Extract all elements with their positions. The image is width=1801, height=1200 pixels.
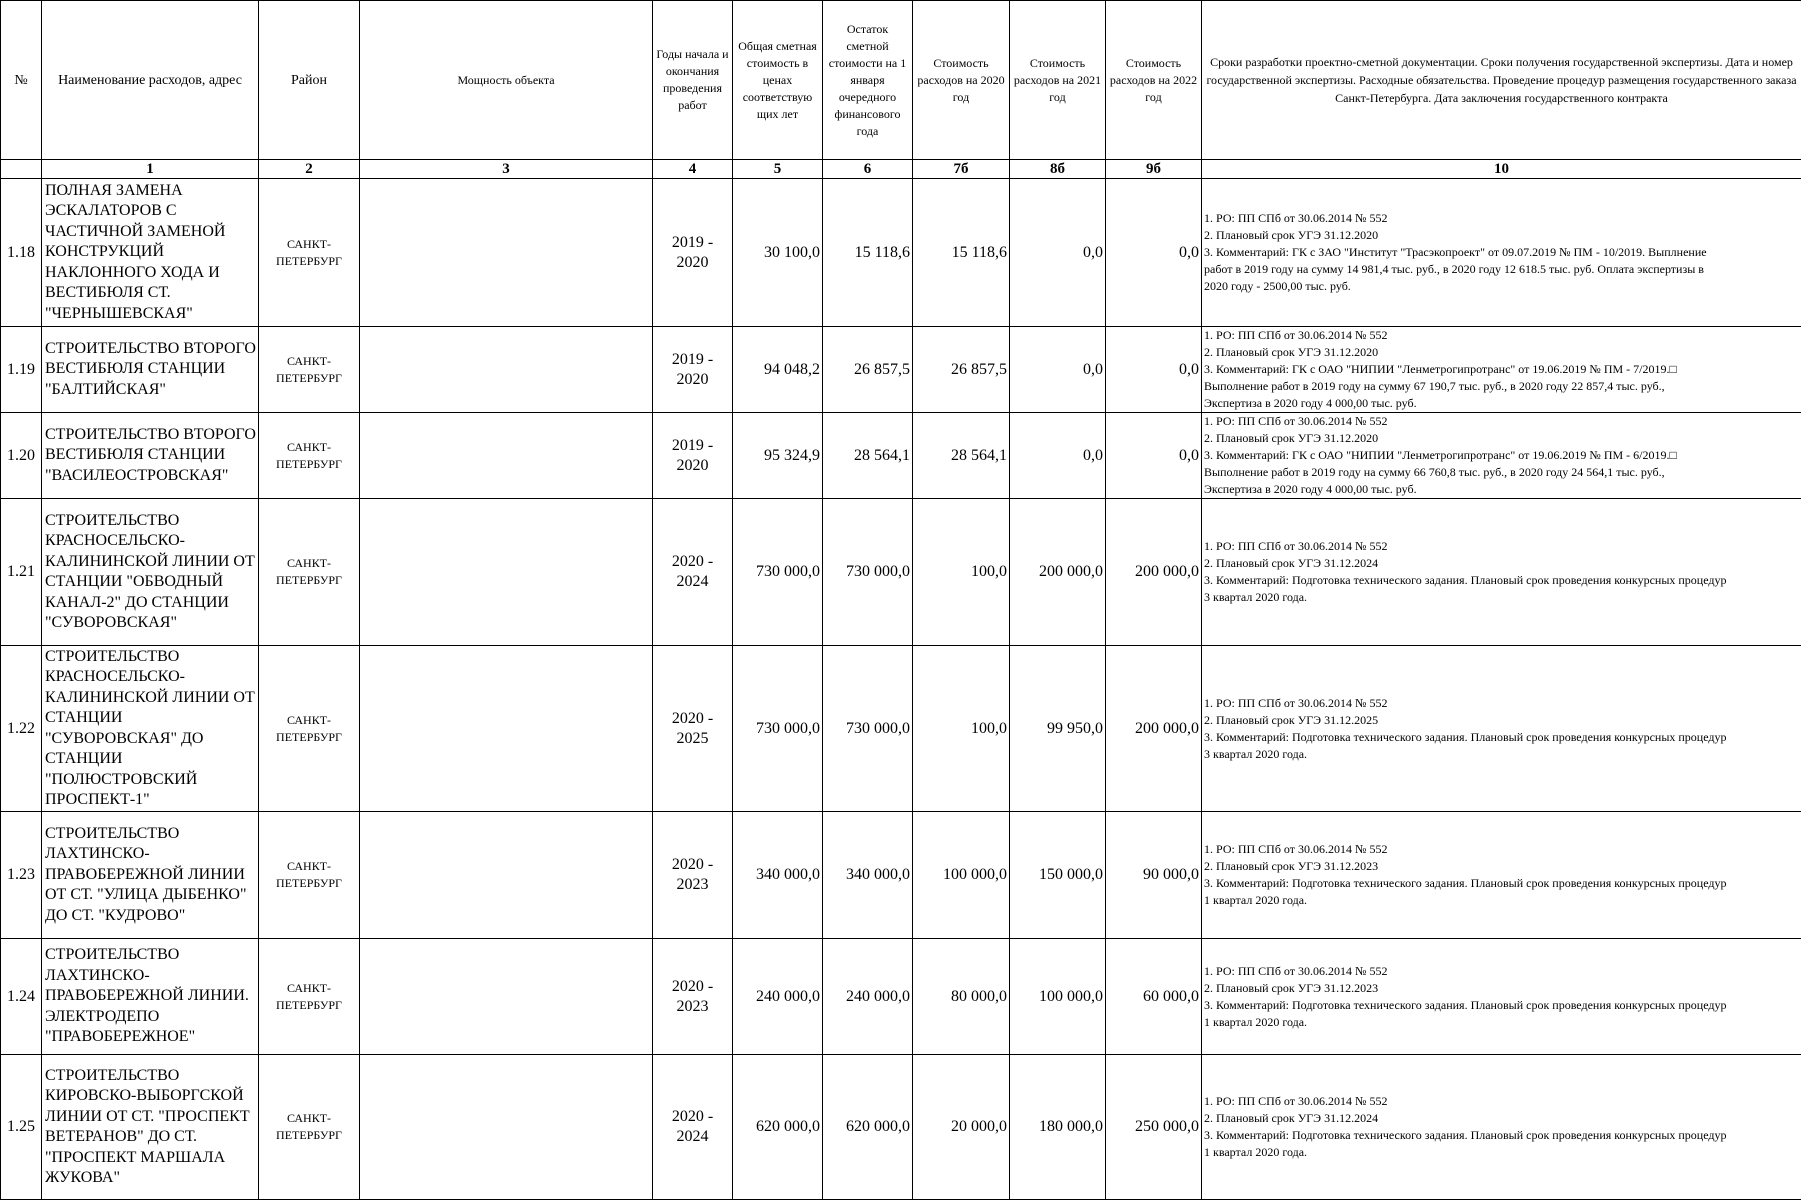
cost-2022: 250 000,0: [1106, 1055, 1202, 1200]
district: САНКТ-ПЕТЕРБУРГ: [259, 179, 360, 327]
column-number: 6: [823, 160, 913, 179]
note-line: 2. Плановый срок УГЭ 31.12.2024: [1204, 555, 1799, 572]
expense-name: СТРОИТЕЛЬСТВО ВТОРОГО ВЕСТИБЮЛЯ СТАНЦИИ "БАЛТИЙСКАЯ": [42, 327, 259, 413]
total-cost: 240 000,0: [733, 939, 823, 1055]
note-line: Выполнение работ в 2019 году на сумму 67 190,7 тыс. руб., в 2020 году 22 857,4 тыс. руб.,: [1204, 378, 1799, 395]
district: САНКТ-ПЕТЕРБУРГ: [259, 499, 360, 646]
terms-notes: [1202, 413, 1801, 499]
district: САНКТ-ПЕТЕРБУРГ: [259, 413, 360, 499]
column-number: 1: [42, 160, 259, 179]
note-line: 1. РО: ПП СПб от 30.06.2014 № 552: [1204, 327, 1799, 344]
column-number: 5: [733, 160, 823, 179]
row-number: 1.22: [1, 646, 42, 812]
header-remain: Остаток сметной стоимости на 1 января очередного финансового года: [823, 1, 913, 160]
expense-name: СТРОИТЕЛЬСТВО ЛАХТИНСКО-ПРАВОБЕРЕЖНОЙ ЛИНИИ. ЭЛЕКТРОДЕПО "ПРАВОБЕРЕЖНОЕ": [42, 939, 259, 1055]
district: САНКТ-ПЕТЕРБУРГ: [259, 939, 360, 1055]
work-years: 2019 - 2020: [653, 413, 733, 499]
cost-2020: 100 000,0: [913, 812, 1010, 939]
note-line: 2. Плановый срок УГЭ 31.12.2020: [1204, 344, 1799, 361]
note-line: 1 квартал 2020 года.: [1204, 1014, 1799, 1031]
cost-2020: 15 118,6: [913, 179, 1010, 327]
row-number: 1.21: [1, 499, 42, 646]
note-line: 2. Плановый срок УГЭ 31.12.2024: [1204, 1110, 1799, 1127]
total-cost: 730 000,0: [733, 646, 823, 812]
cost-2021: 200 000,0: [1010, 499, 1106, 646]
table-row: [1, 179, 1801, 327]
terms-notes: [1202, 179, 1801, 327]
note-line: 3. Комментарий: Подготовка технического задания. Плановый срок проведения конкурсных процедур: [1204, 572, 1799, 589]
cost-2022: 0,0: [1106, 179, 1202, 327]
cost-2020: 26 857,5: [913, 327, 1010, 413]
terms-notes: [1202, 327, 1801, 413]
table-row: [1, 646, 1801, 812]
header-cost-2022: Стоимость расходов на 2022 год: [1106, 1, 1202, 160]
table-row: [1, 939, 1801, 1055]
total-cost: 95 324,9: [733, 413, 823, 499]
note-line: работ в 2019 году на сумму 14 981,4 тыс. руб., в 2020 году 12 618.5 тыс. руб. Оплата экспертизы в: [1204, 261, 1799, 278]
column-number: 2: [259, 160, 360, 179]
row-number: 1.18: [1, 179, 42, 327]
cost-2021: 180 000,0: [1010, 1055, 1106, 1200]
cost-2021: 0,0: [1010, 413, 1106, 499]
work-years: 2019 - 2020: [653, 327, 733, 413]
note-line: 1. РО: ПП СПб от 30.06.2014 № 552: [1204, 963, 1799, 980]
district: САНКТ-ПЕТЕРБУРГ: [259, 646, 360, 812]
capacity: [360, 413, 653, 499]
cost-2022: 60 000,0: [1106, 939, 1202, 1055]
cost-2021: 0,0: [1010, 179, 1106, 327]
remaining-cost: 15 118,6: [823, 179, 913, 327]
column-number: 4: [653, 160, 733, 179]
table-body: [1, 179, 1801, 1200]
capacity: [360, 1055, 653, 1200]
expense-name: СТРОИТЕЛЬСТВО ЛАХТИНСКО-ПРАВОБЕРЕЖНОЙ ЛИНИИ ОТ СТ. "УЛИЦА ДЫБЕНКО" ДО СТ. "КУДРОВО": [42, 812, 259, 939]
total-cost: 94 048,2: [733, 327, 823, 413]
table-row: [1, 1055, 1801, 1200]
terms-notes: [1202, 812, 1801, 939]
header-total: Общая сметная стоимость в ценах соответствую щих лет: [733, 1, 823, 160]
work-years: 2020 - 2025: [653, 646, 733, 812]
remaining-cost: 730 000,0: [823, 646, 913, 812]
remaining-cost: 730 000,0: [823, 499, 913, 646]
table-row: [1, 812, 1801, 939]
work-years: 2020 - 2024: [653, 1055, 733, 1200]
cost-2022: 90 000,0: [1106, 812, 1202, 939]
row-number: 1.19: [1, 327, 42, 413]
header-terms: Сроки разработки проектно-сметной документации. Сроки получения государственной экспертизы. Дата и номер государственной экспертизы. Расходные обязательства. Проведение процедур размещения государственного заказа Санкт-Петербурга. Дата заключения государственного контракта: [1202, 1, 1801, 160]
cost-2022: 200 000,0: [1106, 499, 1202, 646]
table-row: [1, 413, 1801, 499]
remaining-cost: 28 564,1: [823, 413, 913, 499]
note-line: 2020 году - 2500,00 тыс. руб.: [1204, 278, 1799, 295]
header-years: Годы начала и окончания проведения работ: [653, 1, 733, 160]
note-line: 2. Плановый срок УГЭ 31.12.2025: [1204, 712, 1799, 729]
capacity: [360, 327, 653, 413]
cost-2021: 150 000,0: [1010, 812, 1106, 939]
note-line: 1. РО: ПП СПб от 30.06.2014 № 552: [1204, 413, 1799, 430]
note-line: 3. Комментарий: ГК с ОАО "НИПИИ "Ленметрогипротранс" от 19.06.2019 № ПМ - 6/2019.□: [1204, 447, 1799, 464]
note-line: 1. РО: ПП СПб от 30.06.2014 № 552: [1204, 538, 1799, 555]
work-years: 2020 - 2023: [653, 812, 733, 939]
table-row: [1, 499, 1801, 646]
note-line: 1. РО: ПП СПб от 30.06.2014 № 552: [1204, 695, 1799, 712]
header-cost-2020: Стоимость расходов на 2020 год: [913, 1, 1010, 160]
note-line: 3 квартал 2020 года.: [1204, 746, 1799, 763]
note-line: 2. Плановый срок УГЭ 31.12.2023: [1204, 980, 1799, 997]
column-number: 8б: [1010, 160, 1106, 179]
row-number: 1.20: [1, 413, 42, 499]
cost-2020: 100,0: [913, 499, 1010, 646]
table-row: [1, 327, 1801, 413]
note-line: 3. Комментарий: Подготовка технического задания. Плановый срок проведения конкурсных процедур: [1204, 875, 1799, 892]
header-capacity: Мощность объекта: [360, 1, 653, 160]
terms-notes: [1202, 1055, 1801, 1200]
note-line: 3. Комментарий: ГК с ОАО "НИПИИ "Ленметрогипротранс" от 19.06.2019 № ПМ - 7/2019.□: [1204, 361, 1799, 378]
header-district: Район: [259, 1, 360, 160]
cost-2022: 0,0: [1106, 413, 1202, 499]
note-line: 2. Плановый срок УГЭ 31.12.2020: [1204, 430, 1799, 447]
header-name: Наименование расходов, адрес: [42, 1, 259, 160]
row-number: 1.24: [1, 939, 42, 1055]
remaining-cost: 240 000,0: [823, 939, 913, 1055]
expense-name: СТРОИТЕЛЬСТВО КРАСНОСЕЛЬСКО-КАЛИНИНСКОЙ ЛИНИИ ОТ СТАНЦИИ "СУВОРОВСКАЯ" ДО СТАНЦИИ "ПОЛЮСТРОВСКИЙ ПРОСПЕКТ-1": [42, 646, 259, 812]
note-line: 1 квартал 2020 года.: [1204, 1144, 1799, 1161]
cost-2020: 80 000,0: [913, 939, 1010, 1055]
row-number: 1.23: [1, 812, 42, 939]
column-number: [1, 160, 42, 179]
column-number-row: [1, 160, 1801, 179]
header-no: №: [1, 1, 42, 160]
expense-name: СТРОИТЕЛЬСТВО КРАСНОСЕЛЬСКО-КАЛИНИНСКОЙ ЛИНИИ ОТ СТАНЦИИ "ОБВОДНЫЙ КАНАЛ-2" ДО СТАНЦИИ "СУВОРОВСКАЯ": [42, 499, 259, 646]
cost-2021: 0,0: [1010, 327, 1106, 413]
header-row: [1, 1, 1801, 160]
note-line: 1. РО: ПП СПб от 30.06.2014 № 552: [1204, 841, 1799, 858]
cost-2021: 99 950,0: [1010, 646, 1106, 812]
note-line: 1. РО: ПП СПб от 30.06.2014 № 552: [1204, 1093, 1799, 1110]
note-line: 3. Комментарий: Подготовка технического задания. Плановый срок проведения конкурсных процедур: [1204, 997, 1799, 1014]
note-line: 1 квартал 2020 года.: [1204, 892, 1799, 909]
expense-name: СТРОИТЕЛЬСТВО ВТОРОГО ВЕСТИБЮЛЯ СТАНЦИИ "ВАСИЛЕОСТРОВСКАЯ": [42, 413, 259, 499]
capacity: [360, 812, 653, 939]
note-line: 1. РО: ПП СПб от 30.06.2014 № 552: [1204, 210, 1799, 227]
terms-notes: [1202, 939, 1801, 1055]
note-line: 3. Комментарий: Подготовка технического задания. Плановый срок проведения конкурсных процедур: [1204, 729, 1799, 746]
note-line: 3 квартал 2020 года.: [1204, 589, 1799, 606]
remaining-cost: 26 857,5: [823, 327, 913, 413]
column-number: 7б: [913, 160, 1010, 179]
note-line: Экспертиза в 2020 году 4 000,00 тыс. руб.: [1204, 481, 1799, 498]
cost-2020: 100,0: [913, 646, 1010, 812]
capacity: [360, 499, 653, 646]
header-cost-2021: Стоимость расходов на 2021 год: [1010, 1, 1106, 160]
work-years: 2020 - 2024: [653, 499, 733, 646]
note-line: Выполнение работ в 2019 году на сумму 66 760,8 тыс. руб., в 2020 году 24 564,1 тыс. руб.,: [1204, 464, 1799, 481]
total-cost: 340 000,0: [733, 812, 823, 939]
capacity: [360, 646, 653, 812]
cost-2022: 200 000,0: [1106, 646, 1202, 812]
capacity: [360, 939, 653, 1055]
note-line: 3. Комментарий: ГК с ЗАО "Институт "Трасэкопроект" от 09.07.2019 № ПМ - 10/2019. Выплнение: [1204, 244, 1799, 261]
expense-name: СТРОИТЕЛЬСТВО КИРОВСКО-ВЫБОРГСКОЙ ЛИНИИ ОТ СТ. "ПРОСПЕКТ ВЕТЕРАНОВ" ДО СТ. "ПРОСПЕКТ МАРШАЛА ЖУКОВА": [42, 1055, 259, 1200]
total-cost: 730 000,0: [733, 499, 823, 646]
note-line: 3. Комментарий: Подготовка технического задания. Плановый срок проведения конкурсных процедур: [1204, 1127, 1799, 1144]
column-number: 3: [360, 160, 653, 179]
total-cost: 620 000,0: [733, 1055, 823, 1200]
cost-2021: 100 000,0: [1010, 939, 1106, 1055]
note-line: Экспертиза в 2020 году 4 000,00 тыс. руб.: [1204, 395, 1799, 412]
remaining-cost: 620 000,0: [823, 1055, 913, 1200]
total-cost: 30 100,0: [733, 179, 823, 327]
work-years: 2020 - 2023: [653, 939, 733, 1055]
note-line: 2. Плановый срок УГЭ 31.12.2023: [1204, 858, 1799, 875]
row-number: 1.25: [1, 1055, 42, 1200]
expense-name: ПОЛНАЯ ЗАМЕНА ЭСКАЛАТОРОВ С ЧАСТИЧНОЙ ЗАМЕНОЙ КОНСТРУКЦИЙ НАКЛОННОГО ХОДА И ВЕСТИБЮЛЯ СТ. "ЧЕРНЫШЕВСКАЯ": [42, 179, 259, 327]
district: САНКТ-ПЕТЕРБУРГ: [259, 812, 360, 939]
remaining-cost: 340 000,0: [823, 812, 913, 939]
cost-2022: 0,0: [1106, 327, 1202, 413]
note-line: 2. Плановый срок УГЭ 31.12.2020: [1204, 227, 1799, 244]
capacity: [360, 179, 653, 327]
column-number: 10: [1202, 160, 1801, 179]
district: САНКТ-ПЕТЕРБУРГ: [259, 1055, 360, 1200]
terms-notes: [1202, 499, 1801, 646]
column-number: 9б: [1106, 160, 1202, 179]
terms-notes: [1202, 646, 1801, 812]
district: САНКТ-ПЕТЕРБУРГ: [259, 327, 360, 413]
cost-2020: 28 564,1: [913, 413, 1010, 499]
cost-2020: 20 000,0: [913, 1055, 1010, 1200]
work-years: 2019 - 2020: [653, 179, 733, 327]
